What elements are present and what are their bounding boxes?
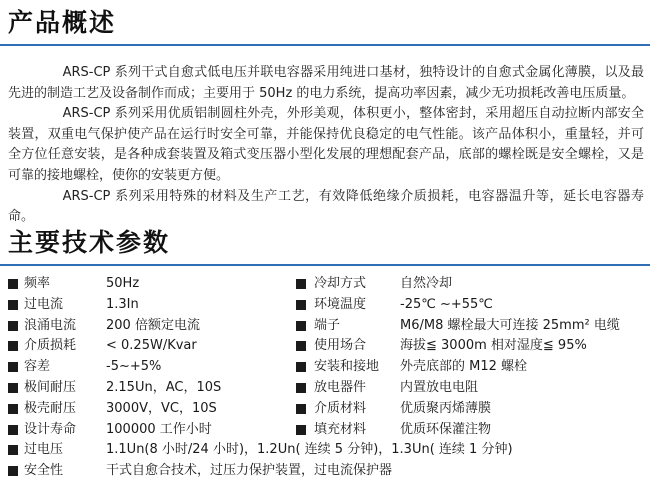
spec-label: 过电流 bbox=[24, 296, 64, 312]
spec-label: 介质损耗 bbox=[24, 338, 77, 354]
overview-paragraph: ARS-CP 系列采用优质铝制圆柱外壳，外形美观，体积更小，整体密封，采用超压自动拉断内部安全装置，双重电气保护使产品在运行时安全可靠，并能保持优良稳定的电气性能。该产品体积小，重量轻，并可全方位任意安装，是各种成套装置及箱式变压器小型化发展的理想配套产品，底部的螺栓既是安全螺栓，又是可靠的接地螺栓，使你的安装更方便。 bbox=[8, 106, 644, 183]
bullet-square-icon bbox=[296, 279, 306, 289]
bullet-square-icon bbox=[296, 341, 306, 351]
spec-row-full bbox=[8, 440, 648, 461]
bullet-square-icon bbox=[8, 362, 18, 372]
bullet-square-icon bbox=[296, 321, 306, 331]
params-divider bbox=[0, 264, 650, 266]
spec-row bbox=[8, 316, 648, 337]
bullet-square-icon bbox=[8, 300, 18, 310]
spec-row bbox=[8, 378, 648, 399]
spec-value: -5~+5% bbox=[106, 359, 162, 375]
spec-value: 优质聚丙烯薄膜 bbox=[400, 400, 492, 416]
spec-value: -25℃ ~+55℃ bbox=[400, 296, 493, 312]
spec-value: M6/M8 螺栓最大可连接 25mm² 电缆 bbox=[400, 317, 620, 333]
bullet-square-icon bbox=[8, 341, 18, 351]
spec-value: 优质环保灌注物 bbox=[400, 421, 492, 437]
spec-label: 放电器件 bbox=[314, 379, 367, 395]
bullet-square-icon bbox=[296, 383, 306, 393]
bullet-square-icon bbox=[8, 466, 18, 476]
bullet-square-icon bbox=[8, 321, 18, 331]
spec-row bbox=[8, 420, 648, 441]
spec-row bbox=[8, 336, 648, 357]
spec-value: 1.3In bbox=[106, 296, 139, 312]
bullet-square-icon bbox=[296, 300, 306, 310]
spec-label: 极间耐压 bbox=[24, 379, 77, 395]
spec-row bbox=[8, 295, 648, 316]
spec-label: 极壳耐压 bbox=[24, 400, 77, 416]
spec-label: 端子 bbox=[314, 317, 341, 333]
spec-value: 海拔≦ 3000m 相对湿度≦ 95% bbox=[400, 338, 587, 354]
bullet-square-icon bbox=[8, 279, 18, 289]
spec-label: 浪涌电流 bbox=[24, 317, 77, 333]
overview-paragraph: ARS-CP 系列干式自愈式低电压并联电容器采用纯进口基材，独特设计的自愈式金属化薄膜，以及最先进的制造工艺及设备制作而成；主要用于 50Hz 的电力系统，提高功率因素，减少无功损耗改善电压质量。 bbox=[8, 65, 644, 101]
spec-label: 冷却方式 bbox=[314, 276, 367, 291]
overview-body bbox=[8, 63, 644, 228]
overview-heading: 产品概述 bbox=[8, 8, 117, 37]
params-heading: 主要技术参数 bbox=[8, 228, 171, 257]
bullet-square-icon bbox=[8, 383, 18, 393]
spec-label: 容差 bbox=[24, 359, 51, 375]
spec-label: 环境温度 bbox=[314, 296, 367, 312]
spec-row bbox=[8, 399, 648, 420]
bullet-square-icon bbox=[8, 425, 18, 435]
spec-label: 安装和接地 bbox=[314, 359, 380, 375]
bullet-square-icon bbox=[8, 404, 18, 414]
spec-value: 自然冷却 bbox=[400, 276, 453, 291]
spec-row bbox=[8, 274, 648, 295]
bullet-square-icon bbox=[296, 362, 306, 372]
bullet-square-icon bbox=[296, 404, 306, 414]
spec-value: < 0.25W/Kvar bbox=[106, 338, 197, 354]
spec-value: 100000 工作小时 bbox=[106, 421, 212, 437]
bullet-square-icon bbox=[296, 425, 306, 435]
spec-label: 使用场合 bbox=[314, 338, 367, 354]
spec-value: 3000V，VC，10S bbox=[106, 400, 217, 416]
spec-value: 1.1Un(8 小时/24 小时)，1.2Un( 连续 5 分钟)，1.3Un( 连续 1 分钟) bbox=[106, 442, 513, 458]
overview-divider bbox=[0, 44, 650, 46]
spec-row-full bbox=[8, 461, 648, 482]
spec-label: 介质材料 bbox=[314, 400, 367, 416]
spec-label: 安全性 bbox=[24, 463, 64, 479]
spec-value: 内置放电电阻 bbox=[400, 379, 479, 395]
bullet-square-icon bbox=[8, 445, 18, 455]
spec-row bbox=[8, 357, 648, 378]
spec-label: 过电压 bbox=[24, 442, 64, 458]
spec-label: 填充材料 bbox=[314, 421, 367, 437]
spec-label: 频率 bbox=[24, 276, 51, 291]
spec-value: 2.15Un，AC，10S bbox=[106, 379, 222, 395]
spec-value: 200 倍额定电流 bbox=[106, 317, 200, 333]
spec-value: 外壳底部的 M12 螺栓 bbox=[400, 359, 528, 375]
spec-value: 50Hz bbox=[106, 276, 140, 291]
spec-table bbox=[8, 274, 648, 482]
overview-paragraph: ARS-CP 系列采用特殊的材料及生产工艺，有效降低绝缘介质损耗，电容器温升等，延长电容器寿命。 bbox=[8, 188, 644, 225]
spec-label: 设计寿命 bbox=[24, 421, 77, 437]
spec-value: 干式自愈合技术，过压力保护装置，过电流保护器 bbox=[106, 463, 393, 479]
